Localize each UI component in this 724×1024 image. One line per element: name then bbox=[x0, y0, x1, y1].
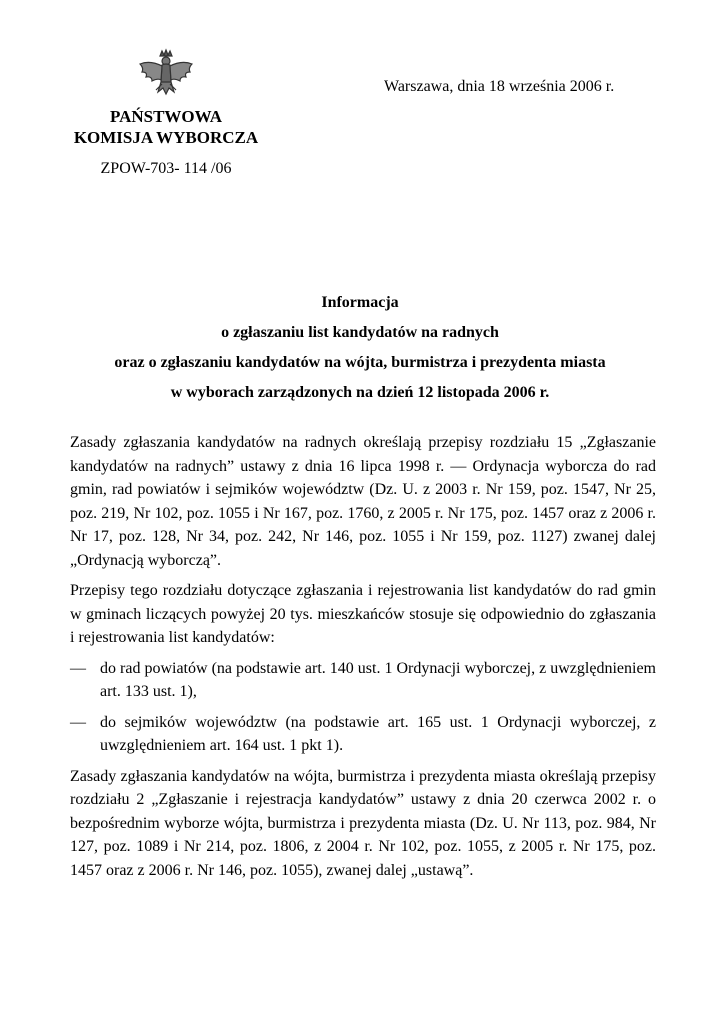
title-line-2: o zgłaszaniu list kandydatów na radnych bbox=[221, 324, 499, 341]
institution-line-1: PAŃSTWOWA bbox=[109, 107, 223, 126]
list-item-text: do sejmików województw (na podstawie art. 165 ust. 1 Ordynacji wyborczej, z uwzględnieniem art. 164 ust. 1 pkt 1). bbox=[100, 713, 656, 754]
list-dash: — bbox=[70, 713, 86, 731]
reference-number: ZPOW-703- 114 /06 bbox=[100, 160, 232, 177]
title-line-3: oraz o zgłaszaniu kandydatów na wójta, burmistrza i prezydenta miasta bbox=[114, 354, 606, 371]
document-body bbox=[70, 431, 656, 886]
list-item bbox=[70, 711, 656, 758]
paragraph-3: Zasady zgłaszania kandydatów na wójta, burmistrza i prezydenta miasta określają przepisy rozdziału 2 „Zgłaszanie i rejestracja kandydatów” ustawy z dnia 20 czerwca 2002 r. o bezpośrednim wyborze wójta, burmistrza i prezydenta miasta (Dz. U. Nr 113, poz. 984, Nr 127, poz. 1089 i Nr 214, poz. 1806, z 2004 r. Nr 102, poz. 1055, z 2005 r. Nr 175, poz. 1457 oraz z 2006 r. Nr 146, poz. 1055), zwanej dalej „ustawą”. bbox=[70, 767, 656, 879]
polish-eagle-emblem-icon bbox=[136, 48, 196, 102]
title-line-1: Informacja bbox=[321, 294, 399, 311]
paragraph-1: Zasady zgłaszania kandydatów na radnych określają przepisy rozdziału 15 „Zgłaszanie kandydatów na radnych” ustawy z dnia 16 lipca 1998 r. — Ordynacja wyborcza do rad gmin, rad powiatów i sejmików województw (Dz. U. z 2003 r. Nr 159, poz. 1547, Nr 25, poz. 219, Nr 102, poz. 1055 i Nr 167, poz. 1760, z 2005 r. Nr 175, poz. 1457 oraz z 2006 r. Nr 17, poz. 128, Nr 34, poz. 242, Nr 146, poz. 1055 i Nr 159, poz. 1127) zwanej dalej „Ordynacją wyborczą”. bbox=[70, 434, 656, 569]
list-item-text: do rad powiatów (na podstawie art. 140 ust. 1 Ordynacji wyborczej, z uwzględnieniem art. 133 ust. 1), bbox=[100, 659, 656, 700]
institution-line-2: KOMISJA WYBORCZA bbox=[73, 128, 259, 147]
title-line-4: w wyborach zarządzonych na dzień 12 listopada 2006 r. bbox=[170, 384, 550, 401]
document-date: Warszawa, dnia 18 września 2006 r. bbox=[384, 78, 615, 95]
institution-name bbox=[60, 106, 272, 148]
paragraph-2: Przepisy tego rozdziału dotyczące zgłaszania i rejestrowania list kandydatów do rad gmin w gminach liczących powyżej 20 tys. mieszkańców stosuje się odpowiednio do zgłaszania i rejestrowania list kandydatów: bbox=[70, 582, 656, 646]
document-title bbox=[60, 288, 660, 408]
list-dash: — bbox=[70, 659, 86, 677]
list-item bbox=[70, 657, 656, 704]
